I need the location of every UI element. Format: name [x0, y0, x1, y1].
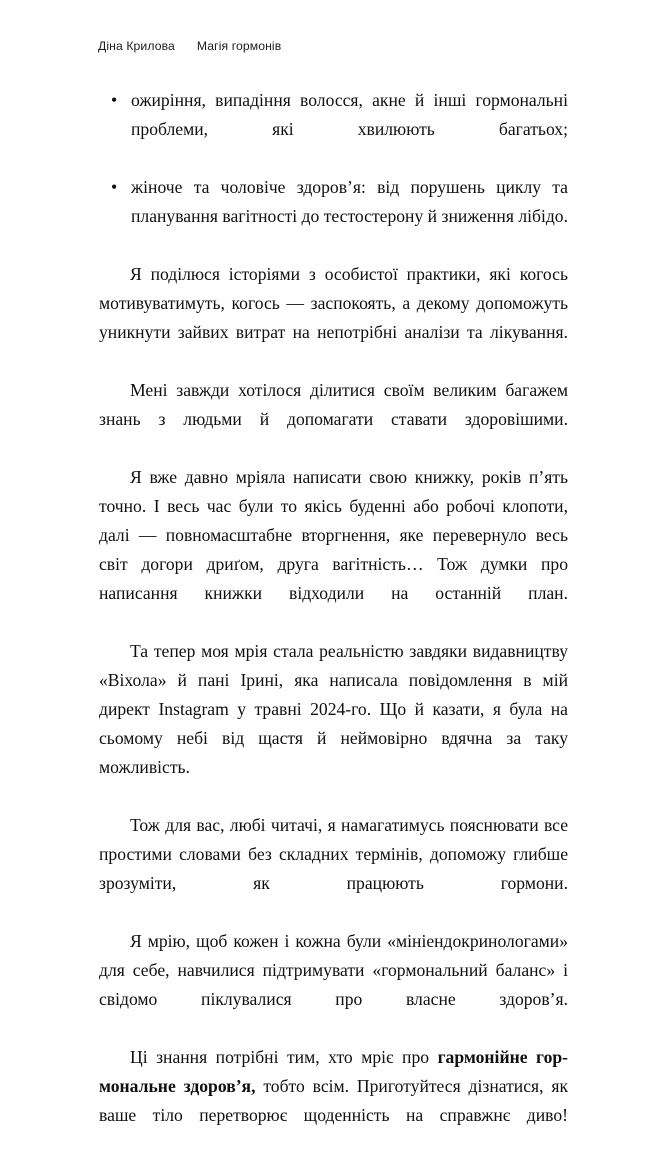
bullet-list — [99, 86, 568, 260]
bullet-icon: • — [111, 177, 118, 197]
paragraph: Мені завжди хотілося ділитися своїм великим багажем знань з людьми й допомагати ставати здоровішими. — [99, 380, 568, 429]
list-item — [99, 86, 568, 173]
list-item-text: жіноче та чоловіче здоров’я: від порушень циклу та планування вагітності до тестостерону й зниження лібідо. — [131, 177, 568, 226]
paragraph: Я мрію, щоб кожен і кожна були «мініендокринологами» для себе, навчилися підтримувати «гормональний баланс» і свідомо піклувалися про власне здоров’я. — [99, 931, 568, 1009]
paragraph-text-after-bold: тобто всім. Приготуйтеся дізнатися, як ваше тіло перетворює щоденність на справжнє диво! — [99, 1076, 568, 1125]
running-head-book-title: Магія гормонів — [196, 39, 282, 53]
running-head — [98, 38, 281, 54]
paragraph-text-before-bold: Ці знання потрібні тим, хто мріє про — [130, 1047, 438, 1067]
list-item — [99, 173, 568, 260]
running-head-author: Діна Крилова — [98, 39, 175, 53]
paragraph: Тож для вас, любі читачі, я намагатимусь пояснювати все простими словами без складних термінів, допоможу глибше зрозуміти, як працюють гормони. — [99, 815, 568, 893]
body-text-block — [99, 86, 568, 1159]
list-item-text: ожиріння, випадіння волосся, акне й інші гормональні проблеми, які хвилюють багатьох; — [131, 90, 568, 139]
paragraph: Я вже давно мріяла написати свою книжку, років п’ять точно. І весь час були то якісь буденні або робочі клопоти, далі — повномасштабне вторгнення, яке перевернуло весь світ догори дриґом, друга вагітність… Тож думки про написання книжки відходили на останній план. — [99, 467, 568, 603]
paragraph: Я поділюся історіями з особистої практики, які когось мотивуватимуть, когось — заспокоять, а декому допоможуть уникнути зайвих витрат на непотрібні аналізи та лікування. — [99, 264, 568, 342]
paragraph: Та тепер моя мрія стала реальністю завдяки видавництву «Віхола» й пані Ірині, яка написала повідомлення в мій директ Instagram у травні 2024-го. Що й казати, я була на сьомому небі від щастя й неймовірно вдячна за таку можливість. — [99, 641, 568, 777]
bold-emphasis: гармонійне гормональне здоров’я, — [99, 1047, 569, 1096]
paragraph-with-bold — [99, 1043, 568, 1159]
bullet-icon: • — [111, 90, 118, 110]
